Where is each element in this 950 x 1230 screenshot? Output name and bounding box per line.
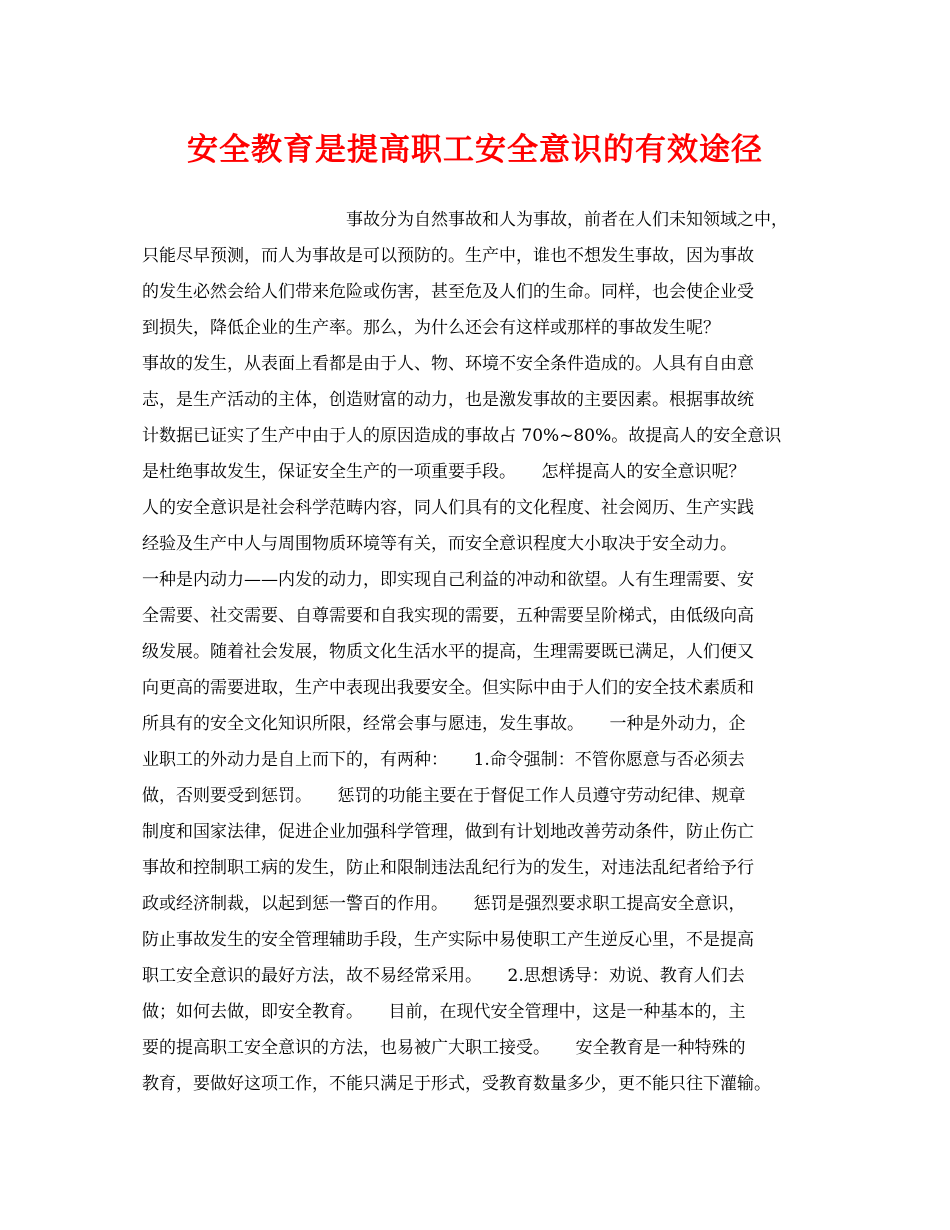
paragraph-line: 是杜绝事故发生，保证安全生产的一项重要手段。 怎样提高人的安全意识呢？ [142, 462, 746, 482]
paragraph-line: 经验及生产中人与周围物质环境等有关，而安全意识程度大小取决于安全动力。 [142, 534, 737, 554]
document-title: 安全教育是提高职工安全意识的有效途径 [187, 132, 763, 168]
paragraph-line: 事故的发生，从表面上看都是由于人、物、环境不安全条件造成的。人具有自由意 [142, 354, 754, 374]
paragraph-line: 全需要、社交需要、自尊需要和自我实现的需要，五种需要呈阶梯式，由低级向高 [142, 606, 754, 626]
paragraph-line: 要的提高职工安全意识的方法，也易被广大职工接受。 安全教育是一种特殊的 [142, 1038, 746, 1058]
paragraph-line: 事故分为自然事故和人为事故，前者在人们未知领域之中， [346, 210, 788, 230]
paragraph-line: 志，是生产活动的主体，创造财富的动力，也是激发事故的主要因素。根据事故统 [142, 390, 754, 410]
paragraph-line: 到损失，降低企业的生产率。那么，为什么还会有这样或那样的事故发生呢？ [142, 318, 720, 338]
paragraph-line: 计数据已证实了生产中由于人的原因造成的事故占 70%~80%。故提高人的安全意识 [142, 426, 782, 446]
paragraph-line: 一种是内动力——内发的动力，即实现自己利益的冲动和欲望。人有生理需要、安 [142, 570, 754, 590]
paragraph-line: 防止事故发生的安全管理辅助手段，生产实际中易使职工产生逆反心里，不是提高 [142, 930, 754, 950]
document-body [142, 202, 832, 1102]
paragraph-line: 的发生必然会给人们带来危险或伤害，甚至危及人们的生命。同样，也会使企业受 [142, 282, 754, 302]
paragraph-line: 向更高的需要进取，生产中表现出我要安全。但实际中由于人们的安全技术素质和 [142, 678, 754, 698]
paragraph-line: 职工安全意识的最好方法，故不易经常采用。 2.思想诱导：劝说、教育人们去 [142, 966, 745, 986]
paragraph-line: 只能尽早预测，而人为事故是可以预防的。生产中，谁也不想发生事故，因为事故 [142, 246, 754, 266]
paragraph-line: 所具有的安全文化知识所限，经常会事与愿违，发生事故。 一种是外动力，企 [142, 714, 746, 734]
paragraph-line: 事故和控制职工病的发生，防止和限制违法乱纪行为的发生，对违法乱纪者给予行 [142, 858, 754, 878]
paragraph-line: 级发展。随着社会发展，物质文化生活水平的提高，生理需要既已满足，人们便又 [142, 642, 754, 662]
paragraph-line: 制度和国家法律，促进企业加强科学管理，做到有计划地改善劳动条件，防止伤亡 [142, 822, 754, 842]
paragraph-line: 教育，要做好这项工作，不能只满足于形式，受教育数量多少，更不能只往下灌输。 [142, 1074, 771, 1094]
paragraph-line: 政或经济制裁，以起到惩一警百的作用。 惩罚是强烈要求职工提高安全意识， [142, 894, 746, 914]
paragraph-line: 人的安全意识是社会科学范畴内容，同人们具有的文化程度、社会阅历、生产实践 [142, 498, 754, 518]
paragraph-line: 业职工的外动力是自上而下的，有两种： 1.命令强制：不管你愿意与否必须去 [142, 750, 745, 770]
paragraph-line: 做；如何去做，即安全教育。 目前，在现代安全管理中，这是一种基本的，主 [142, 1002, 746, 1022]
paragraph-line: 做，否则要受到惩罚。 惩罚的功能主要在于督促工作人员遵守劳动纪律、规章 [142, 786, 746, 806]
